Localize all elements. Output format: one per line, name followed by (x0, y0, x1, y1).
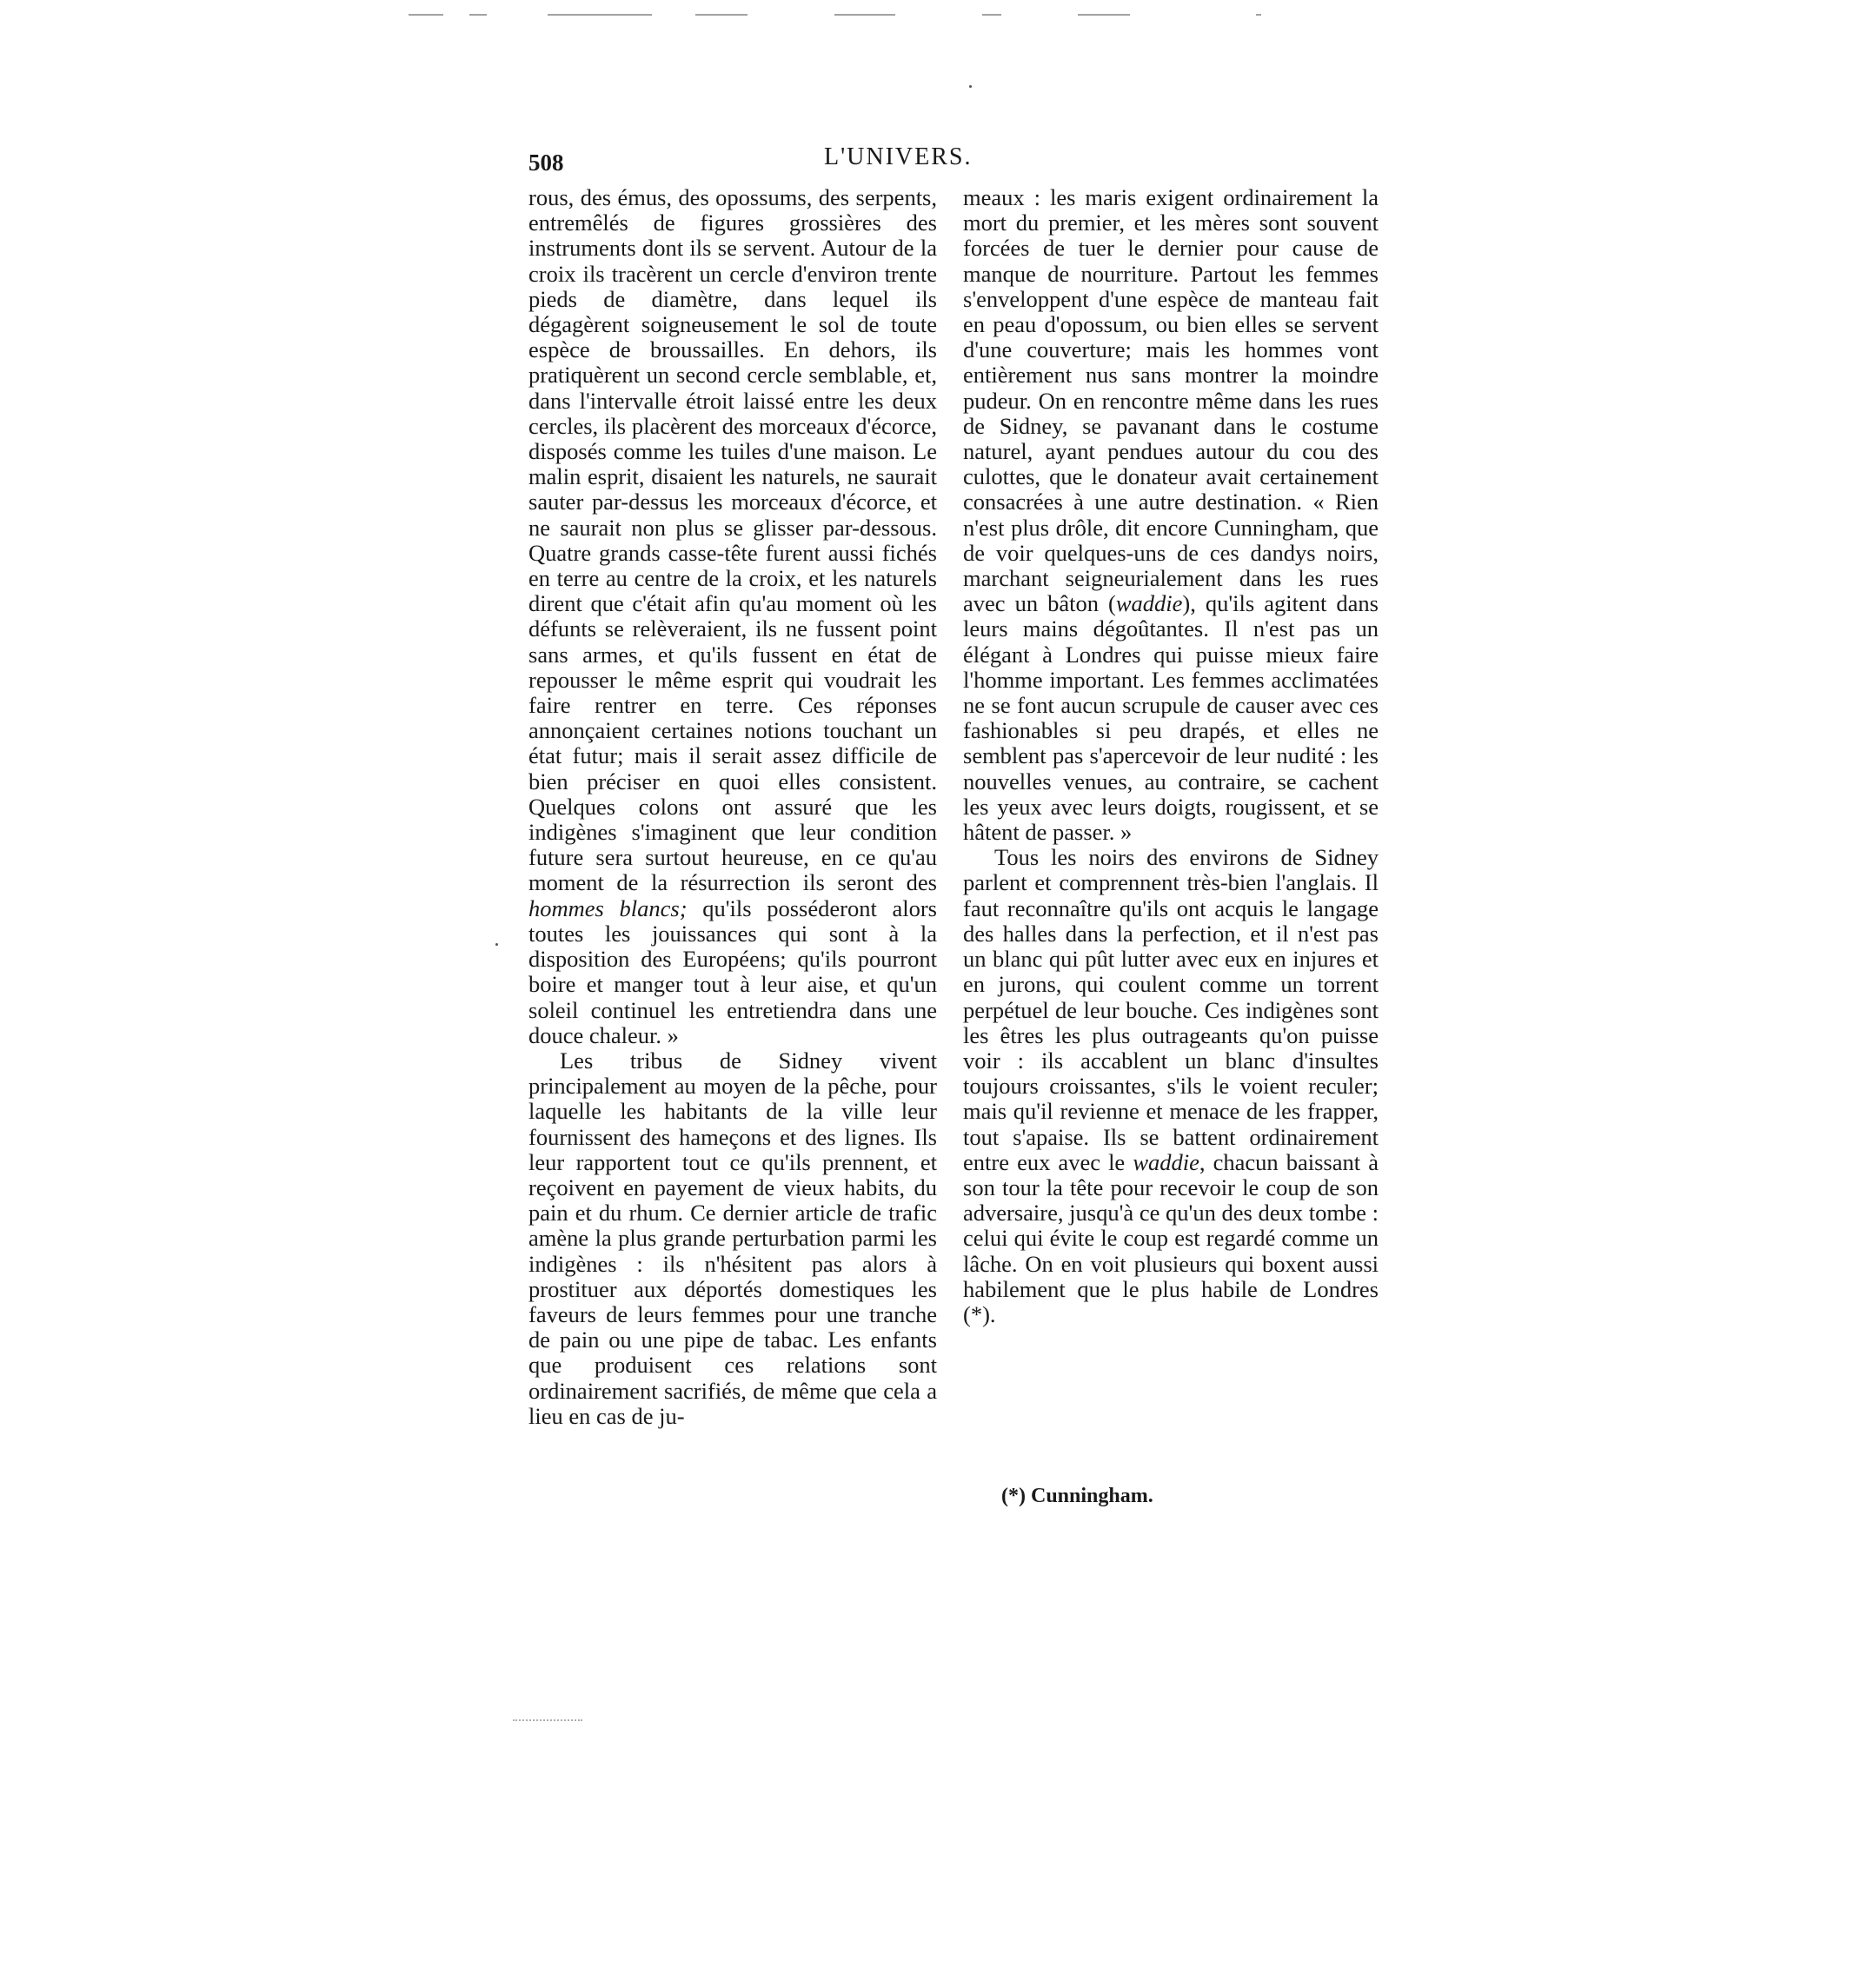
right-p1-text-a: meaux : les maris exigent ordinairement la mort du premier, et les mères sont souvent forcées de tuer le dernier pour cause de manque de nourriture. Partout les femmes s'enveloppent d'une espèce de manteau fait en peau d'opossum, ou bien elles se servent d'une couverture; mais les hommes vont entièrement nus sans montrer la moindre pudeur. On en rencontre même dans les rues de Sidney, se pavanant dans le costume naturel, ayant pendues autour du cou des culottes, que le donateur avait certainement consacrées à une autre destination. « Rien n'est plus drôle, dit encore Cunningham, que de voir quelques-uns de ces dandys noirs, marchant seigneurialement dans les rues avec un bâton ( (963, 184, 1379, 617)
right-p1-text-b: ), qu'ils agitent dans leurs mains dégoûtantes. Il n'est pas un élégant à Londres qui puisse mieux faire l'homme important. Les femmes acclimatées ne se font aucun scrupule de causer avec ces fashionables si peu drapés, et elles ne semblent pas s'apercevoir de leur nudité : les nouvelles venues, au contraire, se cachent les yeux avec leurs doigts, rougissent, et se hâtent de passer. » (963, 590, 1379, 846)
right-p2-text-a: Tous les noirs des environs de Sidney parlent et comprennent très-bien l'anglais. Il faut reconnaître qu'ils ont acquis le langage des halles dans la perfection, et il n'est pas un blanc qui pût lutter avec eux en injures et en jurons, qui coulent comme un torrent perpétuel de leur bouche. Ces indigènes sont les êtres les plus outrageants qu'on puisse voir : ils accablent un blanc d'insultes toujours croissantes, s'ils le voient reculer; mais qu'il revienne et menace de les frapper, tout s'apaise. Ils se battent ordinairement entre eux avec le (963, 844, 1379, 1175)
left-p1-end: qu'ils posséderont alors toutes les jouissances qui sont à la disposition des Européens; qu'ils pourront boire et manger tout à leur aise, et qu'un soleil continuel les entretiendra dans une douce chaleur. » (528, 894, 937, 1048)
page-number: 508 (528, 150, 564, 176)
left-p1-text: rous, des émus, des opossums, des serpents, entremêlés de figures grossières des instruments dont ils se servent. Autour de la croix ils tracèrent un cercle d'environ trente pieds de diamètre, dans lequel ils dégagèrent soigneusement le sol de toute espèce de broussailles. En dehors, ils pratiquèrent un second cercle semblable, et, dans l'intervalle étroit laissé entre les deux cercles, ils placèrent des morceaux d'écorce, disposés comme les tuiles d'une maison. Le malin esprit, disaient les naturels, ne saurait sauter par-dessus les morceaux d'écorce, et ne saurait non plus se glisser par-dessous. Quatre grands casse-tête furent aussi fichés en terre au centre de la croix, et les naturels dirent que c'était afin qu'au moment où les défunts se relèveraient, ils ne fussent point sans armes, et qu'ils fussent en état de repousser le même esprit qui voudrait les faire rentrer en terre. Ces réponses annonçaient certaines notions touchant un état futur; mais il serait assez difficile de bien préciser en quoi elles consistent. Quelques colons ont assuré que les indigènes s'imaginent que leur condition future sera surtout heureuse, en ce qu'au moment de la résurrection ils seront des (528, 184, 937, 896)
right-p2-italic: waddie (1133, 1148, 1199, 1175)
stray-dot (969, 85, 972, 88)
scan-artifact-bottom (513, 1719, 582, 1723)
right-p2-text-b: , chacun baissant à son tour la tête pour recevoir le coup de son adversaire, jusqu'à ce qu'un des deux tombe : celui qui évite le coup est regardé comme un lâche. On en voit plusieurs qui boxent aussi habilement que le plus habile de Londres (*). (963, 1148, 1379, 1327)
right-paragraph-2 (963, 845, 1379, 1327)
right-column (963, 185, 1379, 1327)
footnote: (*) Cunningham. (1001, 1485, 1153, 1507)
left-paragraph-2: Les tribus de Sidney vivent principalement au moyen de la pêche, pour laquelle les habitants de la ville leur fournissent des hameçons et des lignes. Ils leur rapportent tout ce qu'ils prennent, et reçoivent en payement de vieux habits, du pain et du rhum. Ce dernier article de trafic amène la plus grande perturbation parmi les indigènes : ils n'hésitent pas alors à prostituer aux déportés domestiques les faveurs de leurs femmes pour une tranche de pain ou une pipe de tabac. Les enfants que produisent ces relations sont ordinairement sacrifiés, de même que cela a lieu en cas de ju- (528, 1047, 937, 1429)
right-p1-italic: waddie (1115, 590, 1183, 617)
left-paragraph-1 (528, 185, 937, 1048)
left-p1-italic: hommes blancs; (528, 894, 688, 921)
right-paragraph-1 (963, 185, 1379, 845)
left-column (528, 185, 937, 1429)
running-title: L'UNIVERS. (824, 143, 973, 170)
scan-artifact-marks (409, 10, 1278, 21)
stray-dot (495, 943, 498, 946)
